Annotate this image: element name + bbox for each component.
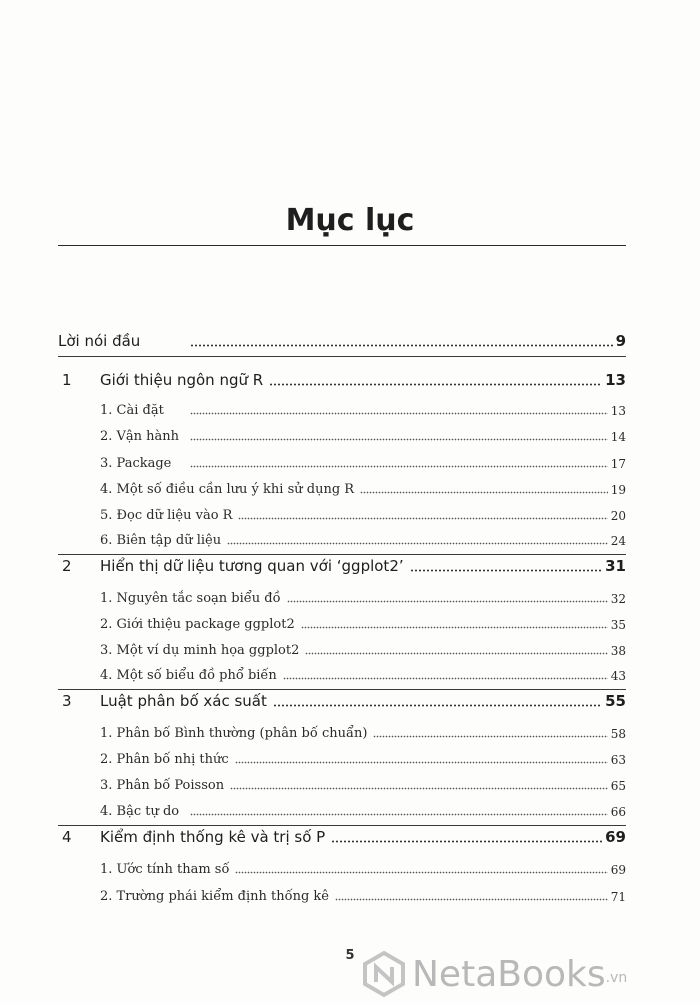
toc-leader-dots [283,677,608,680]
toc-section-entry [0,880,700,908]
toc-page-number: 14 [610,430,626,444]
toc-section-entry [0,717,700,745]
toc-entry-label: Giới thiệu ngôn ngữ R [100,371,264,389]
toc-entry-label: 2. Phân bố nhị thức [100,752,229,767]
toc-page-number: 13 [610,404,626,418]
toc-leader-dots [190,465,608,468]
toc-entry-label: 4. Một số biểu đồ phổ biến [100,668,277,683]
toc-leader-dots [410,569,602,572]
toc-chapter-number: 1 [62,371,72,389]
toc-section-entry [0,769,700,797]
toc-leader-dots [190,412,608,415]
toc-section-entry [0,582,700,610]
toc-leader-dots [287,600,608,603]
toc-chapter-number: 2 [62,557,72,575]
toc-chapter-entry [0,365,700,393]
toc-section-entry [0,608,700,636]
toc-page-number: 9 [615,332,626,350]
watermark-brand: NetaBooks [412,953,606,995]
toc-leader-dots [373,735,607,738]
toc-entry-label: 4. Một số điều cần lưu ý khi sử dụng R [100,482,355,497]
toc-entry-label: 3. Package [100,456,172,471]
toc-section-entry [0,499,700,527]
page-number: 5 [345,948,355,963]
toc-page-number: 71 [610,890,626,904]
toc-leader-dots [235,871,607,874]
toc-entry-label: Luật phân bố xác suất [100,692,267,710]
toc-leader-dots [190,813,608,816]
toc-entry-label: Lời nói đầu [58,332,141,350]
toc-chapter-entry [0,822,700,850]
toc-entry-label: 5. Đọc dữ liệu vào R [100,508,233,523]
toc-leader-dots [301,626,608,629]
toc-leader-dots [273,704,602,707]
toc-leader-dots [305,652,607,655]
toc-entry-label: Kiểm định thống kê và trị số P [100,828,326,846]
toc-leader-dots [360,491,608,494]
toc-section-entry [0,394,700,422]
toc-chapter-separator [58,689,626,690]
toc-page-number: 38 [610,644,626,658]
toc-entry-label: 6. Biên tập dữ liệu [100,533,222,548]
toc-entry-label: 1. Ước tính tham số [100,862,230,877]
toc-entry-label: 3. Phân bố Poisson [100,778,225,793]
netabooks-logo-icon [360,950,408,998]
toc-leader-dots [331,840,602,843]
toc-chapter-entry [0,551,700,579]
toc-entry-label: 2. Giới thiệu package ggplot2 [100,617,295,632]
toc-page-number: 69 [610,863,626,877]
toc-leader-dots [190,438,608,441]
toc-page-number: 24 [610,534,626,548]
toc-leader-dots [235,761,608,764]
toc-page-number: 17 [610,457,626,471]
toc-page-number: 32 [610,592,626,606]
toc-page-number: 65 [610,779,626,793]
toc-page-number: 43 [610,669,626,683]
toc-section-entry [0,795,700,823]
toc-section-entry [0,473,700,501]
toc-chapter-separator [58,356,626,357]
toc-entry-label: 1. Nguyên tắc soạn biểu đồ [100,591,281,606]
toc-chapter-separator [58,825,626,826]
toc-section-entry [0,447,700,475]
toc-entry-label: Hiển thị dữ liệu tương quan với ‘ggplot2’ [100,557,404,575]
toc-page-number: 69 [605,828,626,846]
toc-section-entry [0,634,700,662]
toc-section-entry [0,659,700,687]
toc-leader-dots [335,898,608,901]
watermark-suffix: .vn [605,970,628,986]
toc-section-entry [0,524,700,552]
toc-page-number: 13 [605,371,626,389]
toc-page-number: 19 [610,483,626,497]
toc-leader-dots [190,344,613,347]
watermark [360,948,695,1000]
toc-entry-label: 1. Phân bố Bình thường (phân bố chuẩn) [100,726,368,741]
toc-chapter-entry [0,686,700,714]
toc-leader-dots [269,383,602,386]
toc-page-number: 35 [610,618,626,632]
toc-chapter-number: 4 [62,828,72,846]
toc-chapter-separator [58,554,626,555]
toc-preface-entry [0,326,700,354]
toc-section-entry [0,853,700,881]
toc-page-number: 66 [610,805,626,819]
toc-leader-dots [238,517,607,520]
toc-entry-label: 1. Cài đặt [100,403,164,418]
toc-leader-dots [230,787,608,790]
toc-page-number: 55 [605,692,626,710]
toc-entry-label: 2. Trường phái kiểm định thống kê [100,889,329,904]
toc-section-entry [0,743,700,771]
toc-chapter-number: 3 [62,692,72,710]
toc-page-number: 20 [610,509,626,523]
toc-page-number: 63 [610,753,626,767]
toc-leader-dots [227,542,608,545]
toc-section-entry [0,420,700,448]
toc-entry-label: 4. Bậc tự do [100,804,180,819]
page-title: Mục lục [285,203,415,238]
toc-page-number: 58 [610,727,626,741]
toc-entry-label: 2. Vận hành [100,429,180,444]
toc-entry-label: 3. Một ví dụ minh họa ggplot2 [100,643,300,658]
toc-page-number: 31 [605,557,626,575]
